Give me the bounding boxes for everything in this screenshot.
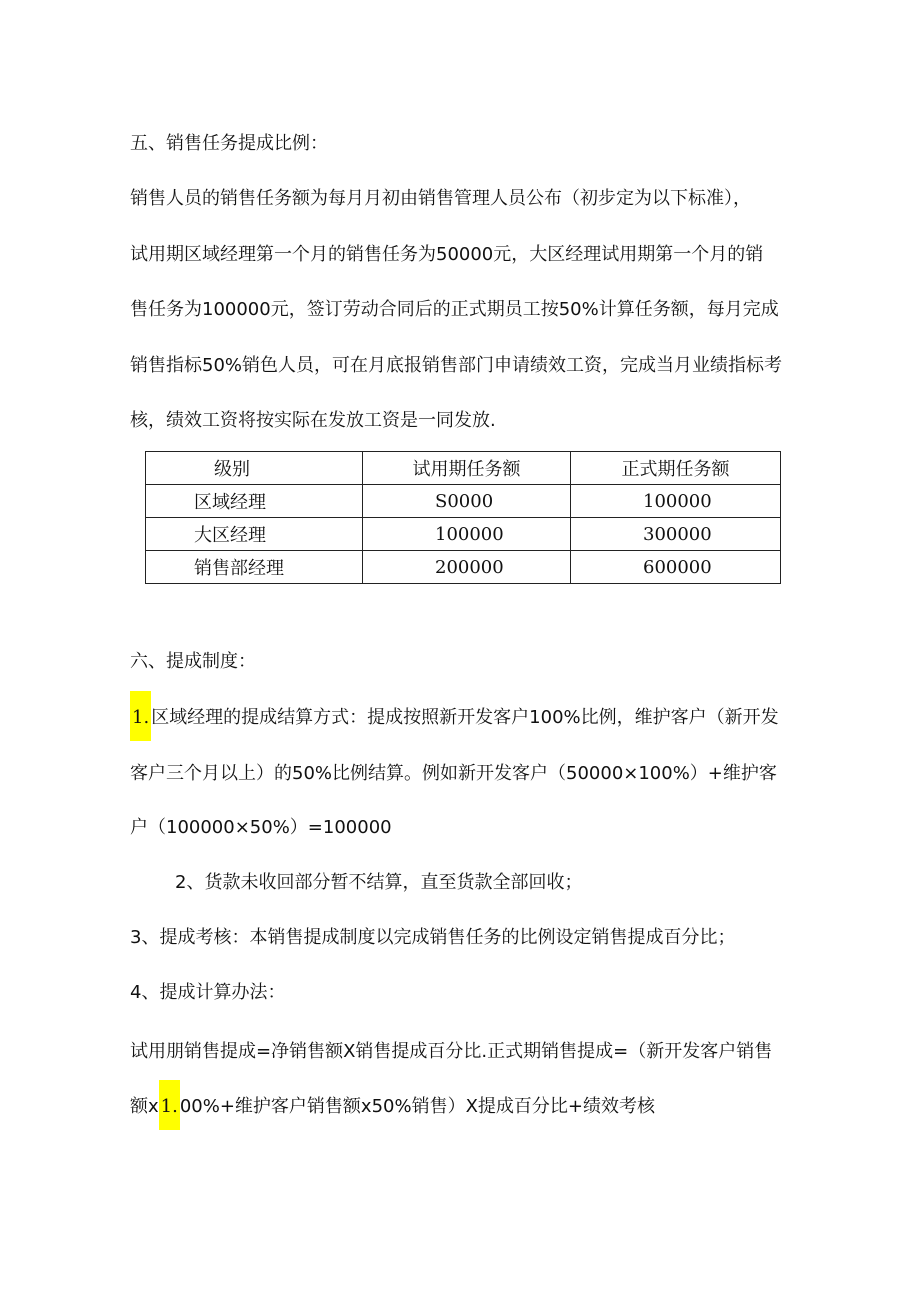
table-row (146, 551, 781, 584)
table-row (146, 485, 781, 518)
highlighted-marker: 1. (159, 1080, 180, 1130)
table-cell-level: 区域经理 (146, 485, 363, 518)
item1-text: 区域经理的提成结算方式：提成按照新开发客户100%比例，维护客户（新开发 (151, 707, 779, 728)
formula-prefix: 额x (130, 1096, 159, 1117)
section6-item4: 4、提成计算办法： (130, 982, 286, 1003)
section5-paragraph-line-2: 试用期区域经理第一个月的销售任务为50000元，大区经理试用期第一个月的销 (130, 244, 764, 265)
table-cell-formal: 100000 (571, 485, 781, 518)
table-header-trial: 试用期任务额 (363, 452, 571, 485)
section6-item2: 2、货款未收回部分暂不结算，直至货款全部回收； (175, 872, 583, 893)
formula-suffix: 00%+维护客户销售额x50%销售）X提成百分比+绩效考核 (179, 1096, 656, 1117)
highlighted-marker: 1. (130, 691, 151, 741)
table-header-level: 级别 (146, 452, 363, 485)
table-header-formal: 正式期任务额 (571, 452, 781, 485)
table-cell-formal: 600000 (571, 551, 781, 584)
section6-item1-line-3: 户（100000×50%）=100000 (130, 817, 392, 838)
table-header-row (146, 452, 781, 485)
table-cell-level: 大区经理 (146, 518, 363, 551)
sales-target-table (145, 451, 781, 584)
section5-heading: 五、销售任务提成比例： (130, 133, 328, 154)
table-cell-level: 销售部经理 (146, 551, 363, 584)
formula-line-1: 试用朋销售提成=净销售额X销售提成百分比.正式期销售提成=（新开发客户销售 (130, 1041, 773, 1062)
section6-heading: 六、提成制度： (130, 651, 256, 672)
section5-paragraph-line-3: 售任务为100000元，签订劳动合同后的正式期员工按50%计算任务额，每月完成 (130, 299, 779, 320)
section6-item3: 3、提成考核：本销售提成制度以完成销售任务的比例设定销售提成百分比； (130, 927, 736, 948)
section6-item1-line-2: 客户三个月以上）的50%比例结算。例如新开发客户（50000×100%）+维护客 (130, 763, 777, 784)
section5-paragraph-line-5: 核，绩效工资将按实际在发放工资是一同发放. (130, 410, 496, 431)
section5-paragraph-line-4: 销售指标50%销色人员，可在月底报销售部门申请绩效工资，完成当月业绩指标考 (130, 355, 783, 376)
section5-paragraph-line-1: 销售人员的销售任务额为每月月初由销售管理人员公布（初步定为以下标准）， (130, 188, 751, 209)
table-cell-formal: 300000 (571, 518, 781, 551)
table-row (146, 518, 781, 551)
table-cell-trial: S0000 (363, 485, 571, 518)
formula-line-2 (130, 1094, 655, 1120)
section6-item1-line-1 (130, 705, 779, 731)
table-cell-trial: 100000 (363, 518, 571, 551)
table-cell-trial: 200000 (363, 551, 571, 584)
